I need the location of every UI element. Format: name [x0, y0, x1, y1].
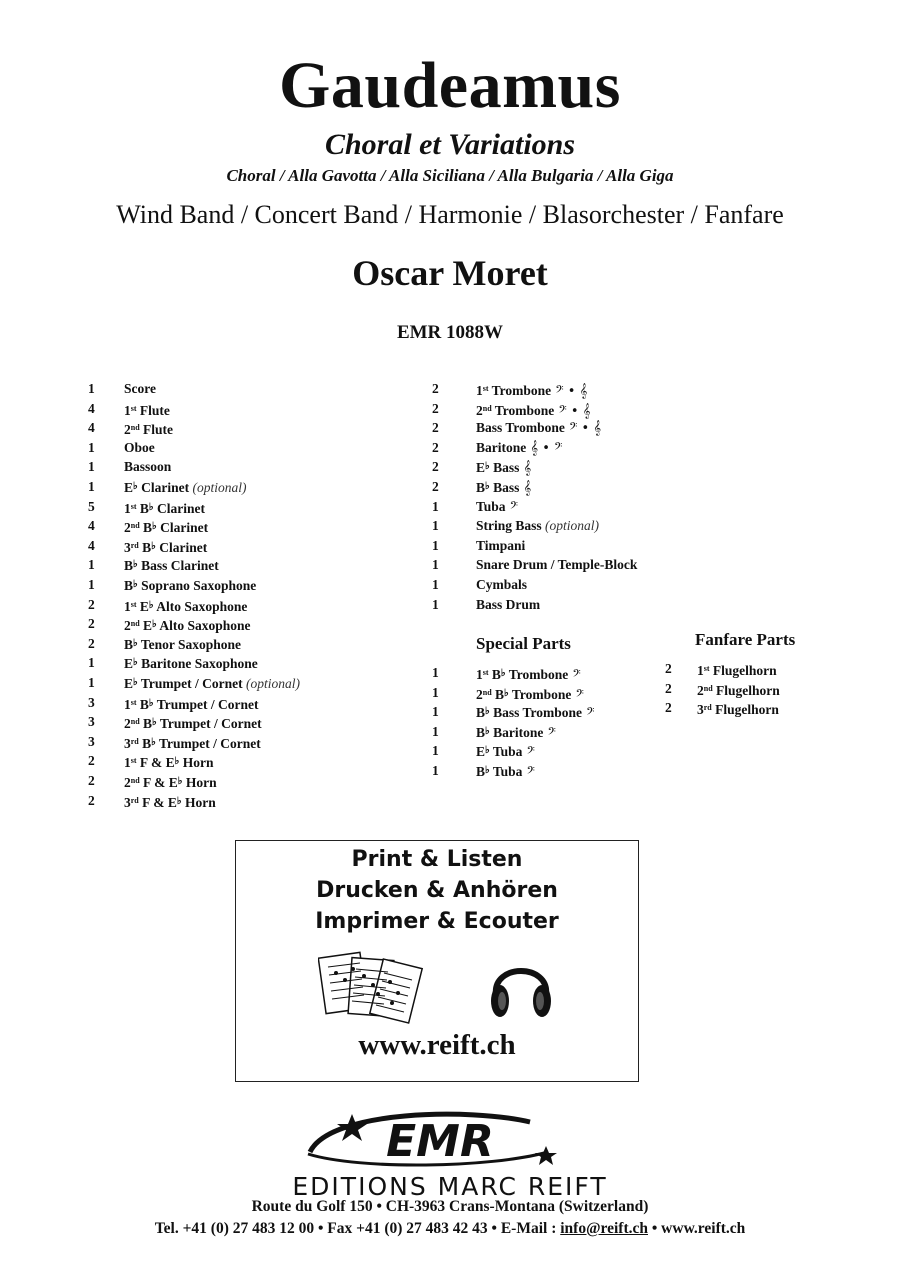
part-name: B♭ Bass Trombone 𝄢 [476, 705, 595, 722]
part-quantity: 3 [88, 694, 95, 710]
part-quantity: 3 [88, 733, 95, 749]
part-quantity: 1 [432, 743, 439, 759]
part-quantity: 4 [88, 400, 95, 416]
part-name: Bass Trombone 𝄢 • 𝄞 [476, 420, 602, 437]
part-quantity: 1 [432, 704, 439, 720]
clef-icon: 𝄞 • 𝄢 [526, 440, 563, 456]
clef-icon: 𝄢 [505, 499, 519, 515]
part-note: (optional) [242, 676, 300, 691]
publisher-address: Route du Golf 150 • CH-3963 Crans-Montana (Switzerland) [251, 1198, 649, 1215]
part-name: E♭ Baritone Saxophone [124, 656, 258, 672]
promo-line-imprimer: Imprimer & Ecouter [315, 909, 559, 934]
special-parts-heading: Special Parts [476, 634, 571, 653]
composer: Oscar Moret [352, 253, 548, 293]
part-name: 2nd E♭ Alto Saxophone [124, 618, 251, 634]
part-quantity: 1 [432, 665, 439, 680]
clef-icon: 𝄢 [522, 765, 535, 780]
print-and-listen-box [235, 840, 639, 1082]
part-quantity: 1 [88, 479, 95, 494]
part-quantity: 1 [432, 577, 439, 592]
part-name: Cymbals [476, 577, 528, 592]
part-quantity: 2 [665, 700, 672, 716]
part-quantity: 2 [432, 459, 439, 475]
part-name: 1st Trombone 𝄢 • 𝄞 [476, 383, 588, 399]
part-name: 3rd B♭ Trumpet / Cornet [124, 735, 261, 751]
movements: Choral / Alla Gavotta / Alla Siciliana / Alla Bulgaria / Alla Giga [226, 166, 674, 185]
promo-url-link[interactable]: www.reift.ch [358, 1029, 516, 1061]
part-quantity: 1 [432, 557, 439, 573]
part-name: B♭ Bass 𝄞 [476, 480, 532, 496]
part-name: 2nd B♭ Trombone 𝄢 [476, 686, 584, 703]
part-name: 2nd Trombone 𝄢 • 𝄞 [476, 402, 591, 419]
part-quantity: 2 [88, 773, 95, 788]
clef-icon: 𝄢 • 𝄞 [551, 384, 588, 399]
part-name: Score [124, 381, 156, 396]
contact-phone-fax: Tel. +41 (0) 27 483 12 00 • Fax +41 (0) 27 483 42 43 • E-Mail : [154, 1220, 561, 1237]
part-quantity: 2 [432, 420, 439, 436]
title: Gaudeamus [279, 49, 621, 122]
part-name: 1st E♭ Alto Saxophone [124, 598, 248, 614]
clef-icon: 𝄢 • 𝄞 [564, 421, 602, 437]
part-name: 3rd B♭ Clarinet [124, 539, 208, 555]
part-quantity: 1 [88, 439, 95, 455]
clef-icon: 𝄢 [582, 706, 595, 722]
part-name: 1st Flugelhorn [697, 663, 777, 678]
part-quantity: 4 [88, 420, 95, 436]
promo-line-drucken: Drucken & Anhören [316, 878, 558, 903]
clef-icon: 𝄢 [568, 668, 581, 683]
clef-icon: 𝄢 [571, 687, 584, 703]
part-name: 1st B♭ Trombone 𝄢 [476, 667, 581, 683]
subtitle: Choral et Variations [324, 128, 576, 161]
part-name: Tuba 𝄢 [476, 498, 519, 515]
part-quantity: 2 [432, 381, 439, 396]
part-name: B♭ Baritone 𝄢 [476, 724, 556, 741]
clef-icon: 𝄢 [522, 745, 535, 761]
part-quantity: 1 [88, 459, 95, 475]
part-name: Bassoon [124, 459, 172, 475]
part-note: (optional) [189, 480, 247, 495]
catalog-number: EMR 1088W [396, 322, 504, 343]
part-quantity: 2 [432, 400, 439, 416]
part-name: 1st Flute [124, 402, 170, 418]
part-note: (optional) [541, 518, 600, 534]
part-quantity: 1 [432, 498, 439, 514]
part-name: Bass Drum [476, 596, 541, 612]
promo-line-print: Print & Listen [351, 847, 523, 872]
emr-logo-icon [300, 1108, 600, 1172]
part-quantity: 1 [88, 655, 95, 671]
fanfare-parts-heading: Fanfare Parts [695, 630, 796, 649]
publisher-name: EDITIONS MARC REIFT [292, 1172, 608, 1201]
part-name: B♭ Tuba 𝄢 [476, 764, 535, 780]
part-quantity: 1 [88, 381, 95, 396]
part-name: String Bass (optional) [476, 518, 600, 534]
ensemble: Wind Band / Concert Band / Harmonie / Blasorchester / Fanfare [116, 200, 784, 229]
part-quantity: 2 [88, 635, 95, 651]
part-quantity: 4 [88, 537, 95, 553]
part-name: 2nd Flugelhorn [697, 682, 780, 698]
part-quantity: 1 [432, 723, 439, 739]
headphones-icon [486, 949, 556, 1029]
part-name: Snare Drum / Temple-Block [476, 557, 638, 573]
part-quantity: 1 [432, 763, 439, 778]
part-name: E♭ Bass 𝄞 [476, 460, 532, 477]
contact-website: • www.reift.ch [648, 1220, 746, 1237]
part-quantity: 1 [432, 596, 439, 612]
emr-logo-text: EMR [386, 1116, 494, 1167]
clef-icon: 𝄞 [519, 461, 532, 477]
part-quantity: 2 [665, 661, 672, 676]
part-name: 2nd B♭ Clarinet [124, 520, 209, 536]
part-name: B♭ Bass Clarinet [124, 558, 219, 574]
publisher-contact [0, 1220, 900, 1238]
part-name: 1st B♭ Trumpet / Cornet [124, 696, 259, 712]
part-name: B♭ Soprano Saxophone [124, 578, 257, 593]
part-name: 2nd Flute [124, 422, 174, 438]
part-quantity: 1 [88, 675, 95, 690]
part-name: Timpani [476, 537, 526, 553]
part-name: 2nd F & E♭ Horn [124, 775, 217, 790]
part-quantity: 2 [88, 792, 95, 808]
part-quantity: 4 [88, 518, 95, 534]
clef-icon: 𝄢 • 𝄞 [554, 403, 591, 419]
clef-icon: 𝄢 [543, 725, 556, 741]
clef-icon: 𝄞 [519, 481, 532, 496]
part-quantity: 3 [88, 714, 95, 730]
part-name: Baritone 𝄞 • 𝄢 [476, 439, 563, 456]
part-quantity: 2 [432, 479, 439, 494]
email-link[interactable]: info@reift.ch [560, 1220, 648, 1237]
part-quantity: 2 [88, 596, 95, 612]
part-name: E♭ Clarinet (optional) [124, 480, 247, 495]
part-quantity: 1 [88, 577, 95, 592]
part-name: 3rd F & E♭ Horn [124, 794, 216, 810]
part-name: 2nd B♭ Trumpet / Cornet [124, 716, 262, 732]
part-quantity: 2 [88, 753, 95, 769]
part-name: Oboe [124, 439, 155, 455]
part-quantity: 1 [432, 518, 439, 534]
sheet-music-icon [318, 949, 428, 1029]
part-quantity: 1 [88, 557, 95, 573]
part-quantity: 1 [432, 537, 439, 553]
part-quantity: 1 [432, 684, 439, 700]
part-quantity: 5 [88, 498, 95, 514]
part-name: E♭ Trumpet / Cornet (optional) [124, 676, 300, 691]
part-name: E♭ Tuba 𝄢 [476, 744, 535, 761]
part-quantity: 2 [665, 680, 672, 696]
part-name: B♭ Tenor Saxophone [124, 636, 242, 652]
part-quantity: 2 [432, 439, 439, 455]
part-quantity: 2 [88, 616, 95, 632]
part-name: 3rd Flugelhorn [697, 702, 779, 718]
part-name: 1st F & E♭ Horn [124, 755, 214, 771]
part-name: 1st B♭ Clarinet [124, 500, 206, 516]
